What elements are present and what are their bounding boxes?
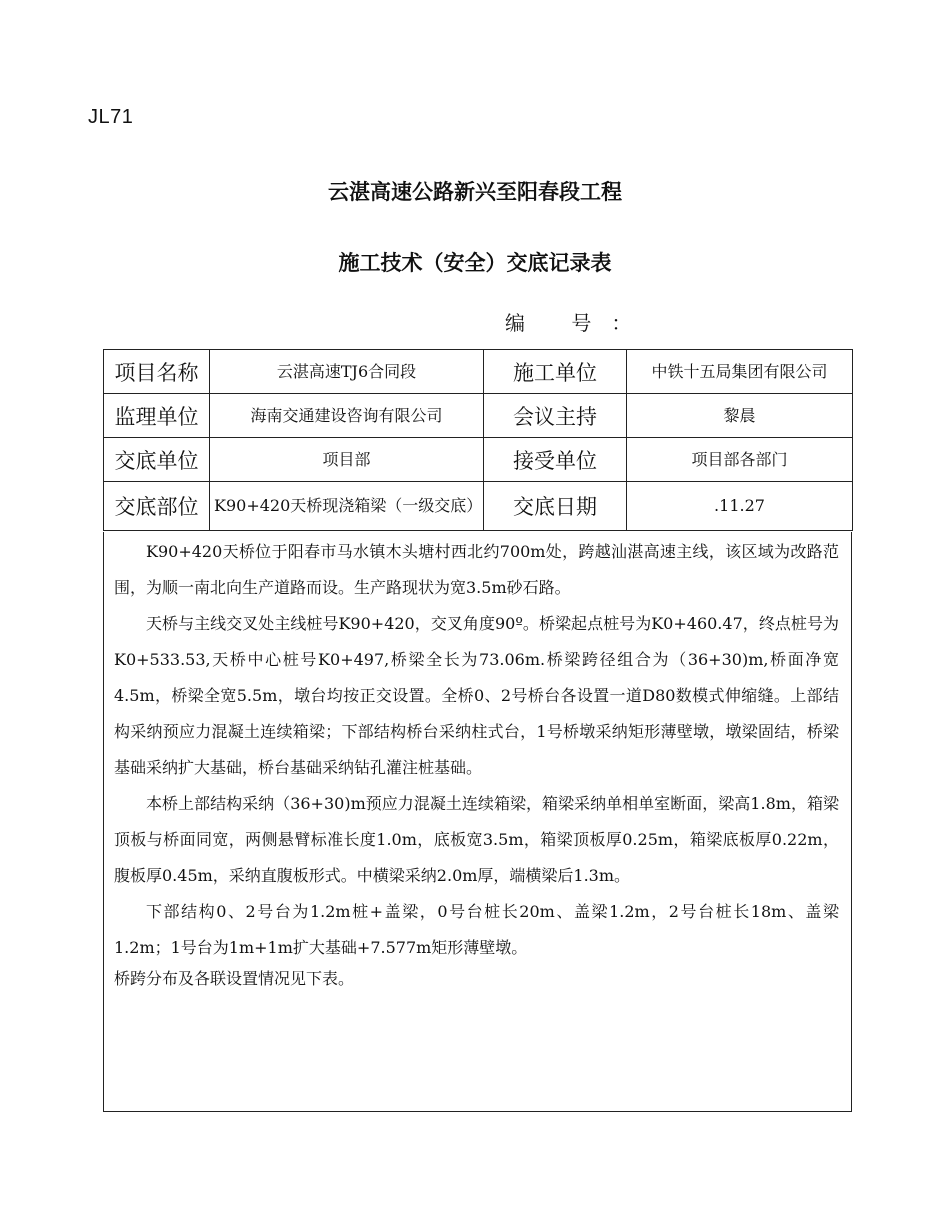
supervisor-value: 海南交通建设咨询有限公司	[210, 394, 484, 438]
table-row	[104, 482, 853, 531]
number-field	[505, 307, 651, 336]
content-paragraph: 天桥与主线交叉处主线桩号K90+420，交叉角度90º。桥梁起点桩号为K0+460.47，终点桩号为K0+533.53,天桥中心桩号K0+497,桥梁全长为73.06m.桥梁跨径组合为（36+30)m,桥面净宽4.5m，桥梁全宽5.5m，墩台均按正交设置。全桥0、2号桥台各设置一道D80数模式伸缩缝。上部结构采纳预应力混凝土连续箱梁；下部结构桥台采纳柱式台，1号桥墩采纳矩形薄壁墩，墩梁固结，桥梁基础采纳扩大基础，桥台基础采纳钻孔灌注桩基础。	[114, 614, 839, 777]
construction-unit-label: 施工单位	[484, 350, 627, 394]
table-row	[104, 350, 853, 394]
info-table	[103, 349, 853, 531]
table-row	[104, 394, 853, 438]
content-paragraph: 桥跨分布及各联设置情况见下表。	[114, 969, 355, 988]
briefing-location-value: K90+420天桥现浇箱梁（一级交底）	[210, 482, 484, 531]
construction-unit-value: 中铁十五局集团有限公司	[627, 350, 853, 394]
content-paragraph: 本桥上部结构采纳（36+30)m预应力混凝土连续箱梁，箱梁采纳单相单室断面，梁高1.8m，箱梁顶板与桥面同宽，两侧悬臂标准长度1.0m，底板宽3.5m，箱梁顶板厚0.25m，箱梁底板厚0.22m，腹板厚0.45m，采纳直腹板形式。中横梁采纳2.0m厚，端横梁后1.3m。	[114, 794, 839, 885]
meeting-host-value: 黎晨	[627, 394, 853, 438]
document-subtitle: 施工技术（安全）交底记录表	[338, 251, 612, 275]
project-name-label: 项目名称	[104, 350, 210, 394]
briefing-unit-label: 交底单位	[104, 438, 210, 482]
document-title: 云湛高速公路新兴至阳春段工程	[328, 180, 622, 204]
briefing-content-box	[103, 532, 852, 1112]
content-paragraph: K90+420天桥位于阳春市马水镇木头塘村西北约700m处，跨越汕湛高速主线，该区域为改路范围，为顺一南北向生产道路而设。生产路现状为宽3.5m砂石路。	[114, 542, 839, 597]
document-code: JL71	[88, 106, 134, 128]
content-paragraph: 下部结构0、2号台为1.2m桩+盖梁，0号台桩长20m、盖梁1.2m，2号台桩长18m、盖梁1.2m；1号台为1m+1m扩大基础+7.577m矩形薄壁墩。	[114, 902, 839, 957]
receiving-unit-value: 项目部各部门	[627, 438, 853, 482]
number-label: 编 号：	[505, 311, 652, 335]
briefing-date-value: .11.27	[627, 482, 853, 531]
briefing-unit-value: 项目部	[210, 438, 484, 482]
briefing-content-text	[114, 534, 839, 994]
meeting-host-label: 会议主持	[484, 394, 627, 438]
briefing-location-label: 交底部位	[104, 482, 210, 531]
project-name-value: 云湛高速TJ6合同段	[210, 350, 484, 394]
receiving-unit-label: 接受单位	[484, 438, 627, 482]
table-row	[104, 438, 853, 482]
briefing-date-label: 交底日期	[484, 482, 627, 531]
supervisor-label: 监理单位	[104, 394, 210, 438]
